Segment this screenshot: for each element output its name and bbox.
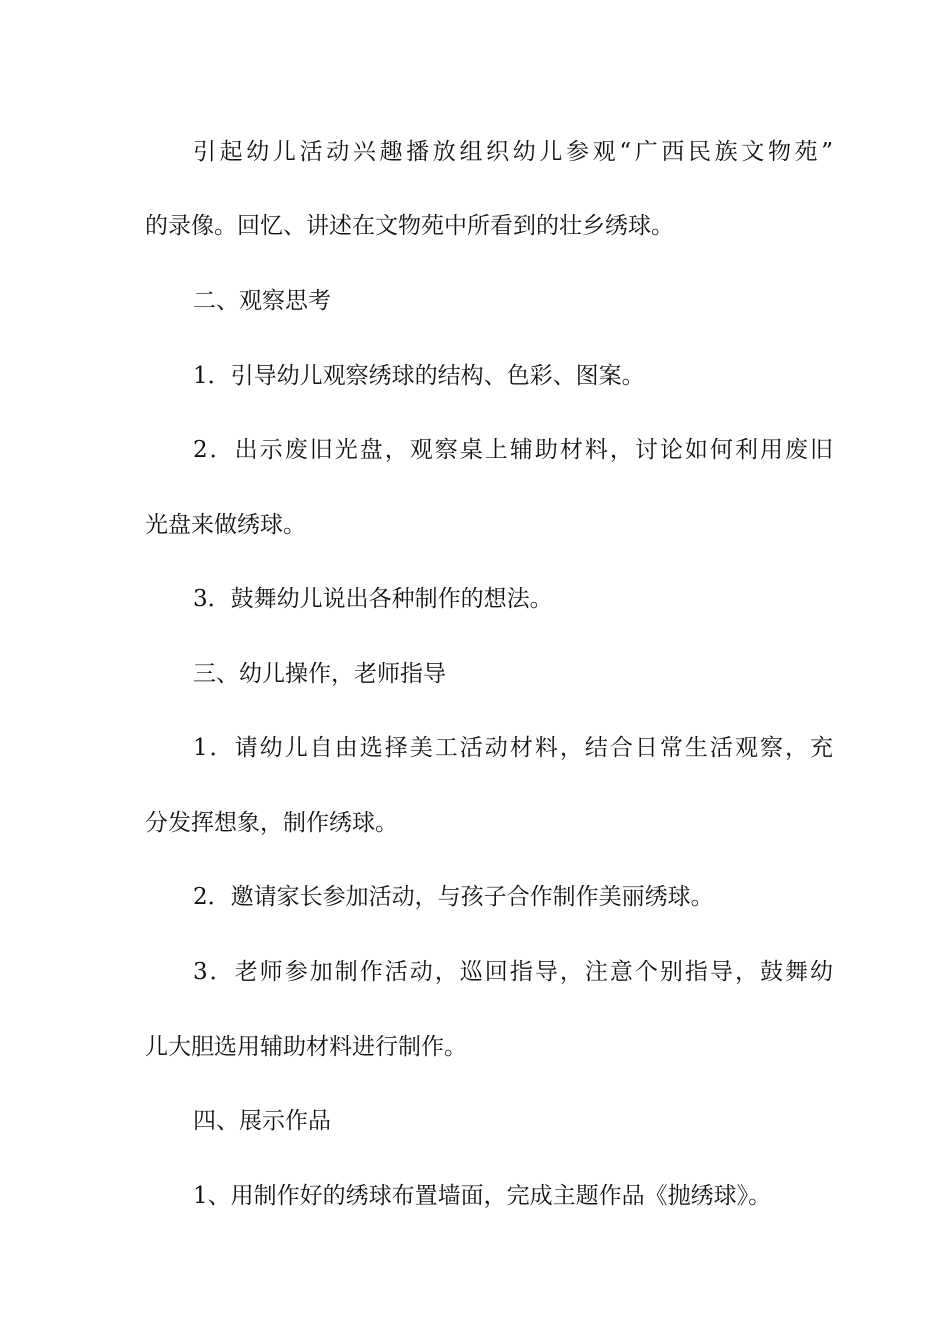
list-item: 1．请幼儿自由选择美工活动材料，结合日常生活观察，充 xyxy=(193,735,833,761)
list-item-continuation: 分发挥想象，制作绣球。 xyxy=(145,810,398,836)
section-heading: 二、观察思考 xyxy=(193,288,331,314)
paragraph-line: 的录像。回忆、讲述在文物苑中所看到的壮乡绣球。 xyxy=(145,213,674,239)
list-item-continuation: 儿大胆选用辅助材料进行制作。 xyxy=(145,1034,467,1060)
list-item: 1．引导幼儿观察绣球的结构、色彩、图案。 xyxy=(193,363,645,389)
list-item: 2．出示废旧光盘，观察桌上辅助材料，讨论如何利用废旧 xyxy=(193,437,833,463)
section-heading: 三、幼儿操作，老师指导 xyxy=(193,661,446,687)
list-item: 3．老师参加制作活动，巡回指导，注意个别指导，鼓舞幼 xyxy=(193,959,833,985)
list-item: 1、用制作好的绣球布置墙面，完成主题作品《抛绣球》。 xyxy=(193,1183,772,1209)
list-item: 3．鼓舞幼儿说出各种制作的想法。 xyxy=(193,586,553,612)
list-item-continuation: 光盘来做绣球。 xyxy=(145,512,306,538)
paragraph-line: 引起幼儿活动兴趣播放组织幼儿参观“广西民族文物苑” xyxy=(193,139,833,165)
list-item: 2．邀请家长参加活动，与孩子合作制作美丽绣球。 xyxy=(193,884,714,910)
section-heading: 四、展示作品 xyxy=(193,1108,331,1134)
